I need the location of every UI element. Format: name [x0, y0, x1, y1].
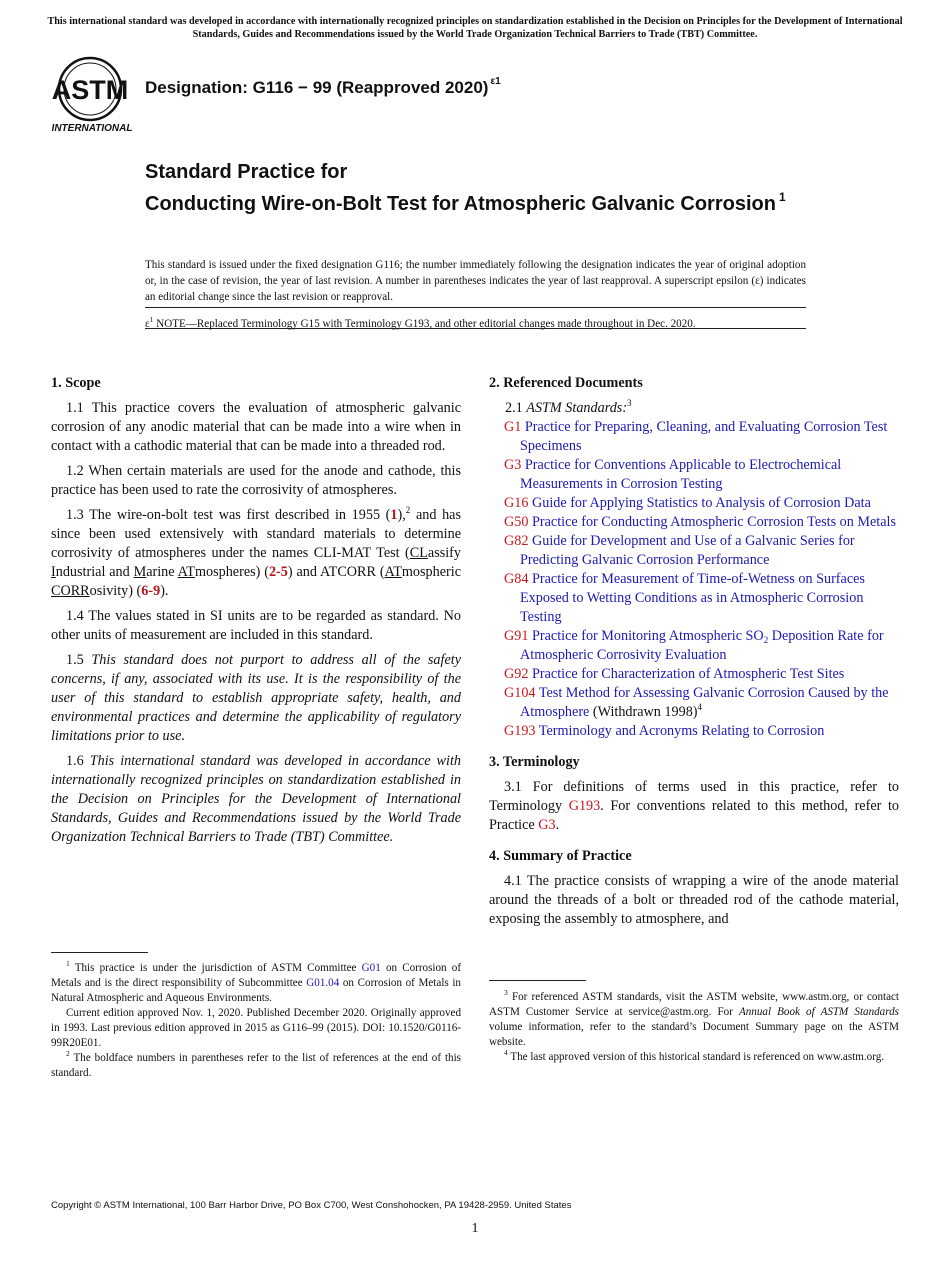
referenced-documents-list [489, 399, 899, 741]
standard-code-link[interactable]: G82 [504, 533, 529, 549]
standard-title-link[interactable]: Terminology and Acronyms Relating to Corrosion [535, 723, 825, 739]
reference-link[interactable]: 1 [390, 507, 398, 523]
epsilon-note: $\varepsilon^1$ NOTE—Replaced Terminology G15 with Terminology G193, and other editorial changes made throughout in Dec. 2020. [145, 315, 696, 330]
paragraph-1-6: 1.6 This international standard was developed in accordance with internationally recognized principles on standardization established in the Decision on Principles for the Development of International Standards, Guides and Recommendations issued by the World Trade Organization Technical Barriers to Trade (TBT) Committee. [51, 753, 461, 845]
copyright-notice: Copyright © ASTM International, 100 Barr Harbor Drive, PO Box C700, West Conshohocken, PA 19428-2959. United States [51, 1200, 572, 1211]
issuance-note: This standard is issued under the fixed designation G116; the number immediately following the designation indicates the year of original adoption or, in the case of revision, the year of last revision. A number in parentheses indicates the year of last reapproval. A superscript epsilon (ε) indicates an editorial change since the last revision or reapproval. [145, 259, 806, 303]
standard-title-link[interactable]: Practice for Conventions Applicable to Electrochemical Measurements in Corrosion Testing [520, 457, 842, 492]
section-heading-scope: 1. Scope [51, 375, 101, 391]
standard-code-link[interactable]: G1 [504, 419, 522, 435]
list-item [489, 570, 899, 627]
standard-code-link[interactable]: G3 [538, 817, 556, 833]
reference-link[interactable]: 6-9 [141, 583, 161, 599]
committee-link[interactable]: G01 [361, 962, 381, 974]
list-item [489, 513, 899, 532]
footnote-1: $^1$ This practice is under the jurisdiction of ASTM Committee G01 on Corrosion of Metals and is the direct responsibility of Subcommittee G01.04 on Corrosion of Metals in Natural Atmospheric and Aqueous Environments. [51, 959, 462, 1004]
section-heading-referenced-documents: 2. Referenced Documents [489, 375, 643, 391]
subcommittee-link[interactable]: G01.04 [306, 977, 340, 989]
designation-epsilon: ε1 [490, 76, 501, 87]
paragraph-1-3: 1.3 The wire-on-bolt test was first described in 1955 (1),$^2$ and has since been used extensively with standard materials to determine corrosivity of atmospheres under the names CLI-MAT Test (CLassify Industrial and Marine ATmospheres) (2-5) and ATCORR (ATmospheric CORRosivity) (6-9). [51, 505, 461, 599]
divider [145, 328, 806, 329]
standard-title-link[interactable]: Guide for Applying Statistics to Analysis of Corrosion Data [528, 495, 871, 511]
standard-code-link[interactable]: G92 [504, 666, 529, 682]
designation [145, 76, 501, 98]
title-line-1: Standard Practice for [145, 161, 348, 183]
left-column [51, 374, 461, 853]
left-footnotes [51, 961, 461, 1081]
paragraph-1-2: 1.2 When certain materials are used for the anode and cathode, this practice has been used to rate the corrosivity of atmospheres. [51, 463, 461, 498]
list-item [489, 722, 899, 741]
list-item [489, 627, 899, 665]
standard-title-link[interactable]: Guide for Development and Use of a Galvanic Series for Predicting Galvanic Corrosion Performance [520, 533, 855, 568]
list-item [489, 532, 899, 570]
section-heading-terminology: 3. Terminology [489, 754, 580, 770]
standard-code-link[interactable]: G104 [504, 685, 536, 701]
standard-code-link[interactable]: G91 [504, 628, 529, 644]
title-footnote-marker: 1 [778, 190, 786, 204]
standard-code-link[interactable]: G193 [568, 798, 601, 814]
international-standard-notice: This international standard was developed in accordance with internationally recognized principles on standardization established in the Decision on Principles for the Development of International Standards, Guides and Recommendations issued by the World Trade Organization Technical Barriers to Trade (TBT) Committee. [47, 16, 903, 40]
astm-standards-label: 2.1 ASTM Standards:$^3$ [505, 398, 632, 416]
footnote-marker[interactable]: 2 [405, 505, 411, 515]
right-column [489, 374, 899, 935]
right-footnotes [489, 990, 899, 1065]
paragraph-1-1: 1.1 This practice covers the evaluation of atmospheric galvanic corrosion of any anodic material that can be made into a wire when in contact with a cathodic material that can be made into a threaded rod. [51, 400, 461, 454]
standard-code-link[interactable]: G3 [504, 457, 522, 473]
list-item [489, 684, 899, 722]
designation-text: Designation: G116 − 99 (Reapproved 2020) [145, 78, 489, 97]
standard-title-link[interactable]: Practice for Measurement of Time-of-Wetness on Surfaces Exposed to Wetting Conditions as in Atmospheric Corrosion Testing [520, 571, 865, 625]
list-item [489, 418, 899, 456]
standard-code-link[interactable]: G84 [504, 571, 529, 587]
reference-link[interactable]: 2-5 [268, 564, 288, 580]
standard-title-link[interactable]: Practice for Characterization of Atmospheric Test Sites [528, 666, 845, 682]
footnote-marker[interactable]: 4 [697, 702, 703, 712]
standard-title-link[interactable]: Test Method for Assessing Galvanic Corrosion Caused by the Atmosphere [520, 685, 889, 720]
svg-text:INTERNATIONAL: INTERNATIONAL [52, 123, 133, 134]
list-item [489, 456, 899, 494]
paragraph-3-1: 3.1 For definitions of terms used in this practice, refer to Terminology G193. For conventions related to this method, refer to Practice G3. [489, 779, 899, 833]
standard-title-link[interactable]: Practice for Preparing, Cleaning, and Evaluating Corrosion Test Specimens [520, 419, 888, 454]
paragraph-1-4: 1.4 The values stated in SI units are to be regarded as standard. No other units of measurement are included in this standard. [51, 608, 461, 643]
list-item [489, 665, 899, 684]
footnote-divider [489, 980, 586, 981]
list-item [489, 494, 899, 513]
footnote-3: $^3$ For referenced ASTM standards, visit the ASTM website, www.astm.org, or contact ASTM Customer Service at service@astm.org. For Annual Book of ASTM Standards volume information, refer to the standard’s Document Summary page on the ASTM website. [489, 988, 899, 1048]
standard-code-link[interactable]: G50 [504, 514, 529, 530]
svg-text:ASTM: ASTM [52, 75, 129, 105]
standard-title-link[interactable]: Practice for Monitoring Atmospheric $SO_2$ Deposition Rate for Atmospheric Corrosivity Evaluation [520, 628, 884, 663]
footnote-2: $^2$ The boldface numbers in parentheses refer to the list of references at the end of this standard. [51, 1049, 461, 1079]
footnote-edition: Current edition approved Nov. 1, 2020. Published December 2020. Originally approved in 1993. Last previous edition approved in 2015 as G116–99 (2015). DOI: 10.1520/G0116-99R20E01. [51, 1007, 461, 1049]
paragraph-4-1: 4.1 The practice consists of wrapping a wire of the anode material around the threads of a bolt or threaded rod of the cathode material, exposing the assembly to atmosphere, and [489, 873, 899, 927]
title-line-2: Conducting Wire-on-Bolt Test for Atmospheric Galvanic Corrosion $^1$ [145, 190, 786, 215]
page-number: 1 [471, 1221, 479, 1236]
divider [145, 307, 806, 308]
standard-title-link[interactable]: Practice for Conducting Atmospheric Corrosion Tests on Metals [528, 514, 897, 530]
footnote-4: $^4$ The last approved version of this historical standard is referenced on www.astm.org. [504, 1048, 885, 1063]
document-title [145, 160, 825, 217]
astm-logo [52, 56, 136, 134]
standard-code-link[interactable]: G193 [504, 723, 536, 739]
standard-code-link[interactable]: G16 [504, 495, 529, 511]
paragraph-1-5: 1.5 This standard does not purport to address all of the safety concerns, if any, associated with its use. It is the responsibility of the user of this standard to establish appropriate safety, health, and environmental practices and determine the applicability of regulatory limitations prior to use. [51, 652, 461, 744]
footnote-divider [51, 952, 148, 953]
section-heading-summary: 4. Summary of Practice [489, 848, 632, 864]
withdrawn-note: (Withdrawn 1998) [589, 704, 698, 720]
